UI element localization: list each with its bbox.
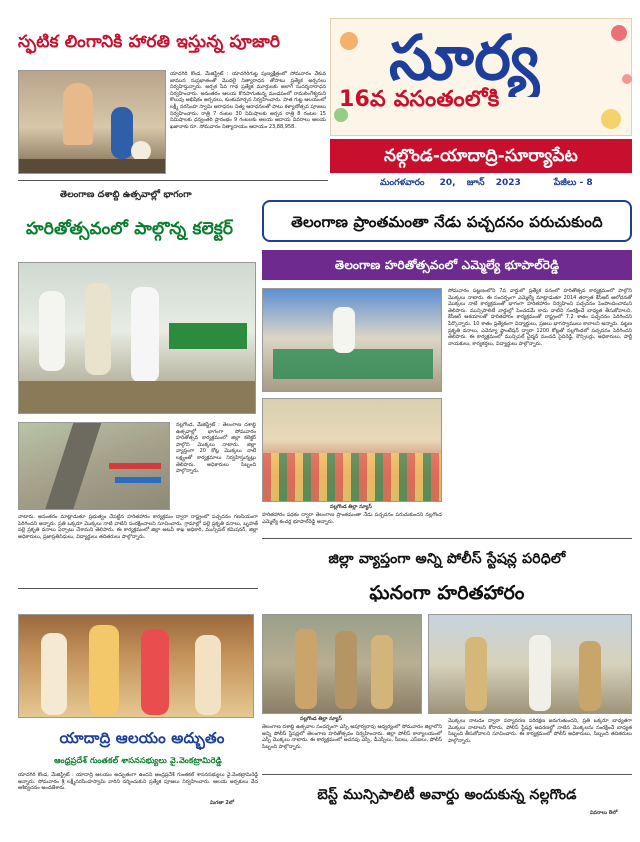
masthead-date-line [330, 176, 632, 190]
story4-body-right: సోమవారం పట్టణంలోని 7వ వార్డులో ప్రత్యేక వనంలో హరితోత్సవ కార్యక్రమంలో పాల్గొని మొక్కలు నాటారు. ఈ సందర్భంగా ఎమ్మెల్యే మాట్లాడుతూ 2014 తర్వాత కేసీఆర్ ఆలోచనతో మొక్కలు నాటే కార్యక్రమంతో భాగంగా హరితహారం నిర్వహించి పచ్చదనం పెంపొందించామని తెలిపారు. మున్సిపాలిటీ వార్డుల్లో పెంచడమే కాదు వాటిని సంరక్షించే బాధ్యత తీసుకోవాలని, కేసీఆర్ ఆశయాలతో హరితహారం కార్యక్రమంతో రాష్ట్రంలో 7.2 శాతం పచ్చదనం పెరిగిందని పేర్కొన్నారు. 10 శాతం ప్రత్యేకంగా విద్యార్థులు, ప్రజలు భాగస్వాములు కావాలని అన్నారు. పట్టణ ప్రకృతి వనాలు, ఎవెన్యూ ప్లాంటేషన్ ద్వారా 1200 కోట్లతో నల్లగొండలో పచ్చదనం పెరిగిందని తెలిపారు. ఈ కార్యక్రమంలో మున్సిపల్ చైర్మన్ మందడి సైదిరెడ్డి, కౌన్సిలర్లు, అధికారులు, పార్టీ నాయకులు, కార్యకర్తలు, విద్యార్థులు పాల్గొన్నారు. [448, 288, 632, 347]
story3-photo [18, 614, 254, 718]
story5-caption: నల్లగొండ తిల్లా న్యూస్ [300, 716, 342, 722]
story5-body-right: మొక్కలు నాటడం ద్వారా పర్యావరణ పరిరక్షణ జరుగుతుందని, ప్రతి ఒక్కరూ బాధ్యతగా మొక్కలు నాటాలని కోరారు. పోలీస్ స్టేషన్ల ఆవరణల్లో నాటిన మొక్కలను సంరక్షించే బాధ్యత సిబ్బంది తీసుకోవాలని సూచించారు. ఈ కార్యక్రమంలో పోలీస్ అధికారులు, సిబ్బంది తదితరులు పాల్గొన్నారు. [448, 718, 632, 744]
story6-headline: బెస్ట్ మున్సిపాలిటీ అవార్డు అందుకున్న నల్లగొండ [317, 787, 577, 803]
story5-photo-left [262, 614, 422, 714]
masthead [330, 18, 632, 188]
story1-photo [18, 70, 166, 174]
masthead-title: సూర్య [389, 21, 540, 94]
story3-jump: మిగతా 2లో [210, 800, 235, 806]
masthead-title-box [330, 18, 632, 136]
masthead-day: మంగళవారం [380, 178, 425, 188]
story4-banner: తెలంగాణ హరితోత్సవంలో ఎమ్మెల్యే భూపాల్‌రెడ్డి [262, 250, 632, 280]
masthead-tagline: 16వ వసంతంలోకి [339, 87, 500, 112]
story3-subhead: ఆంధ్రప్రదేశ్ గుంతకల్ శాసనసభ్యులు వై.వెంకట్రామిరెడ్డి [54, 756, 222, 765]
story3-body: యాదగిరి కొండ, మేజిస్ట్రేట్ : యాదాద్రి ఆలయం అద్భుతంగా ఉందని ఆంధ్రప్రదేశ్ గుంతకల్ శాసనసభ్యులు వై.వెంకట్రామిరెడ్డి అన్నారు. సోమవారం శ్రీ లక్ష్మీనరసింహస్వామి వారిని దర్శించుకుని ప్రత్యేక పూజలు నిర్వహించారు. ఆలయ అర్చకులు వేద ఆశీర్వచనం అందజేశారు. [18, 772, 258, 792]
story5-headline-line1: జిల్లా వ్యాప్తంగా అన్ని పోలీస్ స్టేషన్ల పరిధిలో [328, 551, 566, 567]
story4-headline: తెలంగాణ ప్రాంతమంతా నేడు పచ్చదనం పరుచుకుంది [262, 200, 632, 242]
divider [262, 538, 632, 539]
story5-headline-line2: ఘనంగా హరితహారం [369, 582, 525, 604]
story5-photo-right [428, 614, 632, 714]
masthead-date: 20, [439, 178, 456, 188]
story5-body-left: తెలంగాణ దశాబ్ది ఉత్సవాల సందర్భంగా ఎస్పీ అపూర్వరావు ఆధ్వర్యంలో సోమవారం జిల్లాలోని అన్ని పోలీస్ స్టేషన్లలో తెలంగాణ హరితోత్సవం నిర్వహించారు. జిల్లా పోలీస్ కార్యాలయంలో ఎస్పీ మొక్కలు నాటారు. ఈ కార్యక్రమంలో అదనపు ఎస్పీ, డీఎస్పీలు, సీఐలు, ఎస్ఐలు, పోలీస్ సిబ్బంది పాల్గొన్నారు. [262, 724, 442, 750]
divider [18, 588, 258, 589]
divider [262, 774, 632, 775]
masthead-month: జూన్ [466, 178, 485, 188]
story4-caption: నల్లగొండ తిల్లా న్యూస్ [330, 504, 372, 510]
masthead-page: పేజీలు - 8 [553, 178, 593, 188]
masthead-region: నల్గొండ-యాదాద్రి-సూర్యాపేట [330, 139, 632, 173]
story2-photo-road [18, 422, 170, 510]
story4-body-left: హరితహారం పథకం ద్వారా తెలంగాణ ప్రాంతమంతా నేడు పచ్చదనం పరుచుకుందని నల్లగొండ ఎమ్మెల్యే కంచర్ల భూపాల్‌రెడ్డి అన్నారు. [262, 512, 442, 525]
masthead-anniversary [339, 79, 499, 118]
story4-photo-crowd [262, 398, 442, 502]
story4-photo-stage [262, 288, 442, 392]
story2-photo-main [18, 262, 256, 414]
story2-headline: హరితోత్సవంలో పాల్గొన్న కలెక్టర్ [26, 219, 234, 239]
story1-body: యాదగిరి కొండ, మేజిస్ట్రేట్ : యాదగిరిగుట్ట పుణ్యక్షేత్రంలో సోమవారం వేకువ జామున సుప్రభాతంతో మొదలై నిత్యారాధన తోపాటు ప్రత్యేక అర్చనలు నిర్వహిస్తున్నారు. అర్చక సేవ గాథ ప్రత్యేక మూర్తులకు అలాగే సుదర్శనారాధన నిర్వహించారు. అనంతరం ఆలయ కొనసాగుతున్న మండపంలో రామలింగేశ్వరుని కొలువు అభిషేకం అర్చనలు, కుంకుమార్చన నిర్వహించారు. పాత గుట్ట ఆలయంలో లక్ష్మీ నరసింహ స్వామి ఆరాధనల నిత్య ఆరాధనలతో పాటు కళ్యాణోత్సవ పూజలు నిర్వహించారు. రాత్రి 7 గంటల 30 నిమిషాలకు అర్చన రాత్రి 8 గంటల 15 నిమిషాలకు ధన్వంతరి ప్రారంభం 9 గంటలకు ఆలయ ఆదాయ వివరాలు ఆలయ ఖజానాకు రూ. సోమవారం నిత్యాదాయం ఆదాయం 23,88,958. [170, 71, 326, 130]
story1-headline: స్ఫటిక లింగానికి హారతి ఇస్తున్న పూజారి [18, 32, 281, 52]
story3-headline: యాదాద్రి ఆలయం అద్భుతం [59, 729, 225, 747]
divider [18, 180, 328, 181]
story2-body-bottom: నాటారు. అనంతరం మాట్లాడుతూ ప్రభుత్వం చేపట్టిన హరితహారం కార్యక్రమం ద్వారా రాష్ట్రంలో పచ్చదనం గణనీయంగా పెరిగిందని అన్నారు. ప్రతి ఒక్కరూ మొక్కలు నాటి వాటిని సంరక్షించాలని సూచించారు. గ్రామాల్లో పల్లె ప్రకృతి వనాలు, బృహత్ పల్లె ప్రకృతి వనాలు ఏర్పాటు చేశామని తెలిపారు. ఈ కార్యక్రమంలో జిల్లా అటవీ శాఖ అధికారి, మున్సిపల్ కమిషనర్, జిల్లా అధికారులు, ప్రజాప్రతినిధులు, విద్యార్థులు తదితరులు పాల్గొన్నారు. [18, 514, 258, 540]
story2-kicker: తెలంగాణ దశాబ్ది ఉత్సవాల్లో భాగంగా [60, 190, 192, 200]
story2-body-side: నల్లగొండ, మేజిస్ట్రేట్ : తెలంగాణ దశాబ్ది ఉత్సవాల్లో భాగంగా సోమవారం హరితోత్సవ కార్యక్రమంలో జిల్లా కలెక్టర్ పాల్గొని మొక్కలు నాటారు. జిల్లా వ్యాప్తంగా 20 కోట్ల మొక్కలు నాటే లక్ష్యంతో కార్యక్రమాలు నిర్వహిస్తున్నట్లు తెలిపారు. అధికారులు సిబ్బంది పాల్గొన్నారు. [176, 422, 256, 475]
story6-jump: వివరాలు 8లో [590, 810, 618, 816]
masthead-year: 2023 [495, 178, 521, 188]
